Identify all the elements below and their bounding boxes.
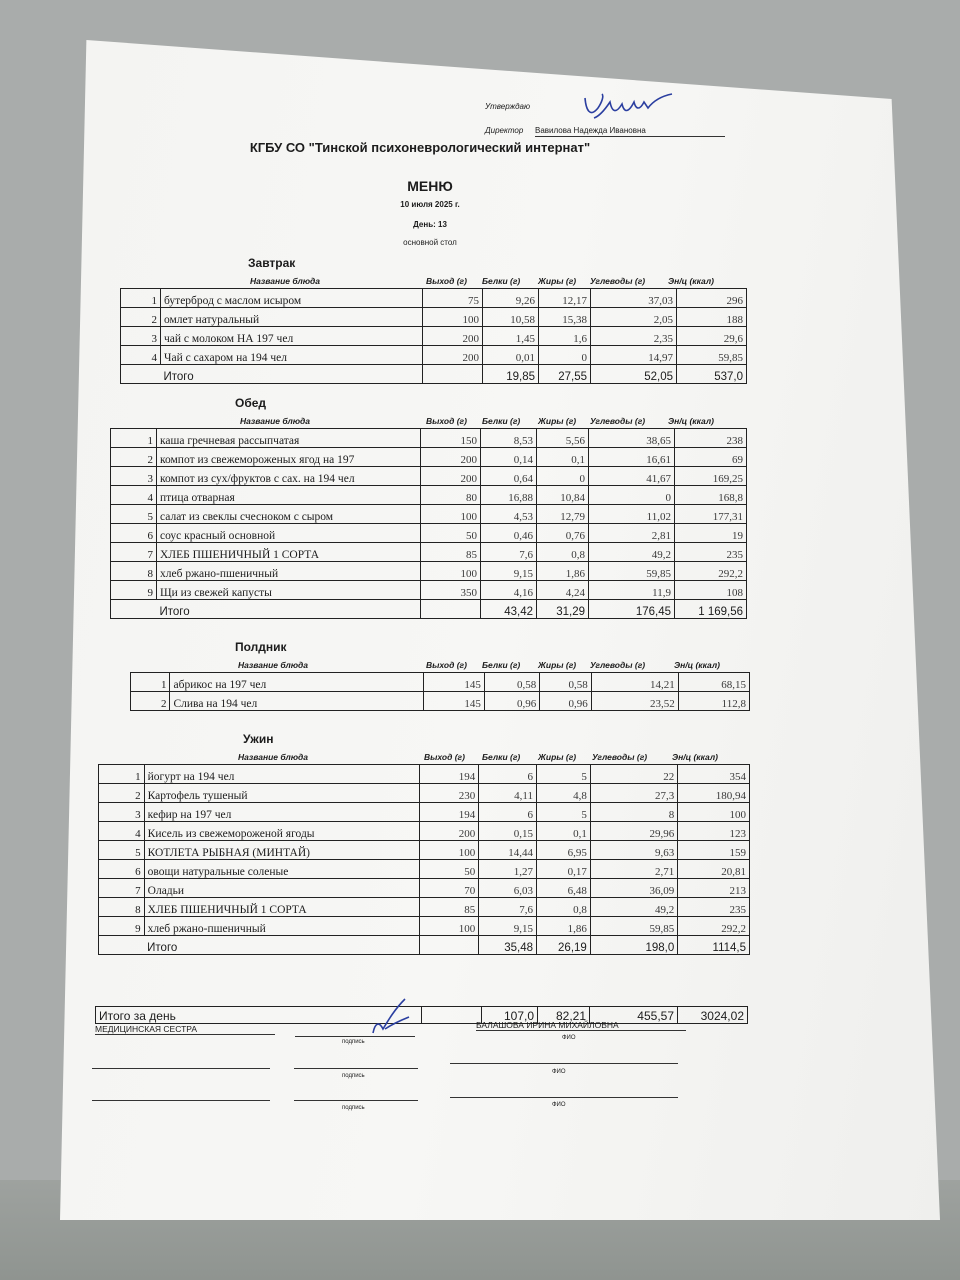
- dish-carbs: 11,9: [589, 581, 675, 600]
- snack-table: [130, 672, 750, 711]
- dish-carbs: 0: [589, 486, 675, 505]
- table-row: [121, 327, 747, 346]
- table-row: [131, 692, 750, 711]
- table-row: [131, 673, 750, 692]
- dish-protein: 0,64: [481, 467, 537, 486]
- dish-carbs: 36,09: [590, 879, 677, 898]
- table-row: [99, 765, 750, 784]
- col-fat: Жиры (г): [538, 276, 577, 286]
- col-fat: Жиры (г): [538, 416, 577, 426]
- dish-fat: 15,38: [539, 308, 591, 327]
- dish-name: хлеб ржано-пшеничный: [144, 917, 419, 936]
- empty-cell: [111, 600, 157, 619]
- total-carbs: 176,45: [589, 600, 675, 619]
- dish-yield: 100: [423, 308, 483, 327]
- dish-carbs: 23,52: [591, 692, 678, 711]
- dish-yield: 200: [423, 327, 483, 346]
- dish-fat: 1,6: [539, 327, 591, 346]
- dish-yield: 150: [421, 429, 481, 448]
- fio-label: ФИО: [552, 1102, 566, 1108]
- dish-name: абрикос на 197 чел: [170, 673, 423, 692]
- table-row: [99, 841, 750, 860]
- section-title: Ужин: [243, 732, 274, 746]
- day-total-label: Итого за день: [96, 1007, 422, 1024]
- table-row: [111, 429, 747, 448]
- dish-fat: 5: [537, 765, 591, 784]
- dish-energy: 19: [675, 524, 747, 543]
- dish-protein: 0,15: [479, 822, 537, 841]
- total-energy: 1 169,56: [675, 600, 747, 619]
- dish-energy: 235: [675, 543, 747, 562]
- dish-name: овощи натуральные соленые: [144, 860, 419, 879]
- col-yield: Выход (г): [426, 276, 467, 286]
- dish-name: хлеб ржано-пшеничный: [157, 562, 421, 581]
- column-headers: [98, 752, 750, 764]
- col-energy: Эн/ц (ккал): [668, 416, 714, 426]
- dish-energy: 238: [675, 429, 747, 448]
- day-total-fat: 82,21: [538, 1007, 590, 1024]
- dish-carbs: 9,63: [590, 841, 677, 860]
- dish-fat: 0,96: [540, 692, 592, 711]
- col-carbs: Углеводы (г): [590, 660, 646, 670]
- fio-label: ФИО: [552, 1069, 566, 1075]
- dish-protein: 10,58: [483, 308, 539, 327]
- row-number: 9: [111, 581, 157, 600]
- dish-carbs: 14,97: [591, 346, 677, 365]
- total-energy: 537,0: [677, 365, 747, 384]
- dish-yield: 194: [419, 765, 479, 784]
- menu-date: 10 июля 2025 г.: [400, 200, 460, 209]
- total-carbs: 52,05: [591, 365, 677, 384]
- dish-carbs: 49,2: [590, 898, 677, 917]
- dish-name: йогурт на 194 чел: [144, 765, 419, 784]
- row-number: 7: [111, 543, 157, 562]
- empty-cell: [421, 600, 481, 619]
- dish-yield: 100: [419, 917, 479, 936]
- dish-protein: 9,26: [483, 289, 539, 308]
- director-label: Директор: [485, 126, 524, 135]
- total-protein: 35,48: [479, 936, 537, 955]
- dish-carbs: 29,96: [590, 822, 677, 841]
- dish-protein: 9,15: [479, 917, 537, 936]
- breakfast-section: [120, 256, 747, 384]
- row-number: 2: [111, 448, 157, 467]
- section-title: Полдник: [235, 640, 287, 654]
- section-title: Обед: [235, 396, 267, 410]
- table-row: [99, 784, 750, 803]
- dish-carbs: 2,81: [589, 524, 675, 543]
- dish-name: компот из свежемороженых ягод на 197: [157, 448, 421, 467]
- dish-yield: 75: [423, 289, 483, 308]
- row-number: 4: [121, 346, 161, 365]
- sign-line: [294, 1100, 418, 1101]
- nurse-name: БАЛАШОВА ИРИНА МИХАЙЛОВНА: [476, 1020, 686, 1031]
- dish-carbs: 59,85: [589, 562, 675, 581]
- table-row: [121, 346, 747, 365]
- total-row: [111, 600, 747, 619]
- dish-protein: 4,16: [481, 581, 537, 600]
- menu-day: День: 13: [413, 220, 447, 229]
- row-number: 5: [111, 505, 157, 524]
- row-number: 9: [99, 917, 145, 936]
- col-yield: Выход (г): [424, 752, 465, 762]
- dish-carbs: 27,3: [590, 784, 677, 803]
- dish-energy: 292,2: [675, 562, 747, 581]
- row-number: 4: [99, 822, 145, 841]
- dish-yield: 85: [419, 898, 479, 917]
- breakfast-table: [120, 288, 747, 384]
- dish-energy: 292,2: [678, 917, 750, 936]
- row-number: 3: [121, 327, 161, 346]
- dish-name: Чай с сахаром на 194 чел: [161, 346, 423, 365]
- approve-label: Утверждаю: [485, 102, 530, 111]
- dish-carbs: 11,02: [589, 505, 675, 524]
- dish-fat: 6,95: [537, 841, 591, 860]
- dish-fat: 0: [539, 346, 591, 365]
- dish-yield: 100: [421, 505, 481, 524]
- dish-name: Картофель тушеный: [144, 784, 419, 803]
- row-number: 3: [111, 467, 157, 486]
- dish-name: соус красный основной: [157, 524, 421, 543]
- dish-protein: 0,14: [481, 448, 537, 467]
- dinner-section: [98, 732, 750, 955]
- page-title: МЕНЮ: [407, 178, 453, 194]
- dish-carbs: 41,67: [589, 467, 675, 486]
- empty-cell: [121, 365, 161, 384]
- dish-yield: 50: [419, 860, 479, 879]
- sign-label: подпись: [342, 1073, 365, 1079]
- col-energy: Эн/ц (ккал): [668, 276, 714, 286]
- dish-fat: 10,84: [537, 486, 589, 505]
- dish-protein: 4,53: [481, 505, 537, 524]
- table-row: [111, 467, 747, 486]
- dish-yield: 200: [421, 467, 481, 486]
- menu-document: [90, 90, 750, 1130]
- dish-protein: 0,46: [481, 524, 537, 543]
- col-protein: Белки (г): [482, 276, 521, 286]
- dish-fat: 1,86: [537, 917, 591, 936]
- dish-fat: 0,8: [537, 543, 589, 562]
- dish-protein: 8,53: [481, 429, 537, 448]
- dish-name: ХЛЕБ ПШЕНИЧНЫЙ 1 СОРТА: [157, 543, 421, 562]
- row-number: 8: [111, 562, 157, 581]
- row-number: 1: [121, 289, 161, 308]
- day-total-protein: 107,0: [482, 1007, 538, 1024]
- dish-protein: 7,6: [481, 543, 537, 562]
- table-row: [111, 505, 747, 524]
- dish-energy: 180,94: [678, 784, 750, 803]
- fio-label: ФИО: [562, 1035, 576, 1041]
- dish-energy: 296: [677, 289, 747, 308]
- row-number: 6: [99, 860, 145, 879]
- table-row: [99, 822, 750, 841]
- col-carbs: Углеводы (г): [590, 416, 646, 426]
- dish-energy: 169,25: [675, 467, 747, 486]
- row-number: 2: [121, 308, 161, 327]
- total-label: Итого: [161, 365, 423, 384]
- table-row: [99, 879, 750, 898]
- dish-yield: 194: [419, 803, 479, 822]
- dish-name: КОТЛЕТА РЫБНАЯ (МИНТАЙ): [144, 841, 419, 860]
- dish-energy: 123: [678, 822, 750, 841]
- dish-carbs: 14,21: [591, 673, 678, 692]
- dish-energy: 159: [678, 841, 750, 860]
- table-row: [99, 917, 750, 936]
- column-headers: [110, 416, 747, 428]
- row-number: 3: [99, 803, 145, 822]
- dish-fat: 12,79: [537, 505, 589, 524]
- dish-fat: 0,1: [537, 822, 591, 841]
- total-fat: 26,19: [537, 936, 591, 955]
- dish-yield: 50: [421, 524, 481, 543]
- row-number: 4: [111, 486, 157, 505]
- dish-protein: 14,44: [479, 841, 537, 860]
- dish-carbs: 16,61: [589, 448, 675, 467]
- dish-energy: 59,85: [677, 346, 747, 365]
- lunch-table: [110, 428, 747, 619]
- dish-yield: 85: [421, 543, 481, 562]
- table-row: [99, 898, 750, 917]
- table-row: [111, 581, 747, 600]
- day-total-carbs: 455,57: [590, 1007, 678, 1024]
- day-total-energy: 3024,02: [678, 1007, 748, 1024]
- dish-fat: 0,8: [537, 898, 591, 917]
- dish-name: омлет натуральный: [161, 308, 423, 327]
- table-row: [99, 803, 750, 822]
- section-title: Завтрак: [248, 256, 296, 270]
- sign-line: [92, 1068, 270, 1069]
- dish-yield: 145: [423, 673, 484, 692]
- dinner-table: [98, 764, 750, 955]
- dish-protein: 0,01: [483, 346, 539, 365]
- dish-name: салат из свеклы счесноком с сыром: [157, 505, 421, 524]
- dish-fat: 4,24: [537, 581, 589, 600]
- row-number: 6: [111, 524, 157, 543]
- row-number: 2: [99, 784, 145, 803]
- dish-protein: 0,96: [484, 692, 539, 711]
- row-number: 1: [131, 673, 170, 692]
- dish-protein: 4,11: [479, 784, 537, 803]
- row-number: 5: [99, 841, 145, 860]
- sign-label: подпись: [342, 1039, 365, 1045]
- nurse-label: МЕДИЦИНСКАЯ СЕСТРА: [95, 1024, 275, 1035]
- col-fat: Жиры (г): [538, 660, 577, 670]
- dish-carbs: 2,05: [591, 308, 677, 327]
- dish-carbs: 2,71: [590, 860, 677, 879]
- dish-energy: 68,15: [678, 673, 749, 692]
- dish-fat: 0: [537, 467, 589, 486]
- total-label: Итого: [144, 936, 419, 955]
- col-protein: Белки (г): [482, 416, 521, 426]
- dish-name: Оладьи: [144, 879, 419, 898]
- dish-fat: 0,58: [540, 673, 592, 692]
- col-name: Название блюда: [240, 416, 311, 426]
- dish-carbs: 49,2: [589, 543, 675, 562]
- dish-protein: 6: [479, 765, 537, 784]
- dish-carbs: 2,35: [591, 327, 677, 346]
- dish-yield: 200: [423, 346, 483, 365]
- col-protein: Белки (г): [482, 660, 521, 670]
- table-row: [121, 289, 747, 308]
- lunch-section: [110, 396, 747, 619]
- col-energy: Эн/ц (ккал): [674, 660, 720, 670]
- dish-protein: 1,45: [483, 327, 539, 346]
- col-fat: Жиры (г): [538, 752, 577, 762]
- dish-carbs: 59,85: [590, 917, 677, 936]
- dish-protein: 6: [479, 803, 537, 822]
- dish-name: компот из сух/фруктов с сах. на 194 чел: [157, 467, 421, 486]
- dish-energy: 188: [677, 308, 747, 327]
- total-row: [121, 365, 747, 384]
- col-protein: Белки (г): [482, 752, 521, 762]
- col-energy: Эн/ц (ккал): [672, 752, 718, 762]
- dish-fat: 1,86: [537, 562, 589, 581]
- dish-fat: 6,48: [537, 879, 591, 898]
- dish-carbs: 22: [590, 765, 677, 784]
- col-name: Название блюда: [250, 276, 321, 286]
- total-energy: 1114,5: [678, 936, 750, 955]
- table-row: [111, 448, 747, 467]
- dish-fat: 4,8: [537, 784, 591, 803]
- empty-cell: [422, 1007, 482, 1024]
- dish-protein: 0,58: [484, 673, 539, 692]
- dish-name: Щи из свежей капусты: [157, 581, 421, 600]
- dish-yield: 230: [419, 784, 479, 803]
- dish-protein: 6,03: [479, 879, 537, 898]
- sign-line: [294, 1068, 418, 1069]
- dish-fat: 0,1: [537, 448, 589, 467]
- fio-line: [450, 1063, 678, 1064]
- dish-fat: 0,17: [537, 860, 591, 879]
- col-carbs: Углеводы (г): [592, 752, 648, 762]
- dish-fat: 5,56: [537, 429, 589, 448]
- row-number: 1: [99, 765, 145, 784]
- dish-yield: 200: [419, 822, 479, 841]
- total-protein: 19,85: [483, 365, 539, 384]
- dish-energy: 100: [678, 803, 750, 822]
- dish-energy: 168,8: [675, 486, 747, 505]
- dish-yield: 100: [421, 562, 481, 581]
- organization-name: КГБУ СО "Тинской психоневрологический интернат": [249, 140, 591, 155]
- empty-cell: [99, 936, 145, 955]
- total-carbs: 198,0: [590, 936, 677, 955]
- sign-line: [92, 1100, 270, 1101]
- dish-name: бутерброд с маслом исыром: [161, 289, 423, 308]
- dish-yield: 350: [421, 581, 481, 600]
- table-row: [111, 543, 747, 562]
- dish-protein: 7,6: [479, 898, 537, 917]
- dish-fat: 5: [537, 803, 591, 822]
- director-name: Вавилова Надежда Ивановна: [535, 126, 725, 137]
- dish-yield: 145: [423, 692, 484, 711]
- dish-energy: 20,81: [678, 860, 750, 879]
- dish-energy: 69: [675, 448, 747, 467]
- dish-energy: 177,31: [675, 505, 747, 524]
- col-yield: Выход (г): [426, 416, 467, 426]
- dish-energy: 213: [678, 879, 750, 898]
- table-row: [111, 562, 747, 581]
- nurse-signature-icon: [365, 995, 415, 1040]
- empty-cell: [423, 365, 483, 384]
- dish-yield: 70: [419, 879, 479, 898]
- table-row: [111, 486, 747, 505]
- dish-name: Кисель из свежемороженой ягоды: [144, 822, 419, 841]
- dish-name: кефир на 197 чел: [144, 803, 419, 822]
- total-protein: 43,42: [481, 600, 537, 619]
- total-label: Итого: [157, 600, 421, 619]
- dish-name: каша гречневая рассыпчатая: [157, 429, 421, 448]
- col-name: Название блюда: [238, 752, 309, 762]
- table-row: [99, 860, 750, 879]
- total-fat: 27,55: [539, 365, 591, 384]
- row-number: 2: [131, 692, 170, 711]
- dish-fat: 12,17: [539, 289, 591, 308]
- dish-protein: 9,15: [481, 562, 537, 581]
- table-kind: основной стол: [403, 238, 457, 247]
- col-carbs: Углеводы (г): [590, 276, 646, 286]
- column-headers: [120, 276, 747, 288]
- dish-yield: 80: [421, 486, 481, 505]
- dish-energy: 108: [675, 581, 747, 600]
- dish-name: ХЛЕБ ПШЕНИЧНЫЙ 1 СОРТА: [144, 898, 419, 917]
- dish-energy: 354: [678, 765, 750, 784]
- dish-name: птица отварная: [157, 486, 421, 505]
- fio-line: [450, 1097, 678, 1098]
- dish-energy: 29,6: [677, 327, 747, 346]
- dish-energy: 112,8: [678, 692, 749, 711]
- table-row: [111, 524, 747, 543]
- column-headers: [130, 660, 750, 672]
- dish-protein: 16,88: [481, 486, 537, 505]
- row-number: 7: [99, 879, 145, 898]
- dish-name: Слива на 194 чел: [170, 692, 423, 711]
- row-number: 8: [99, 898, 145, 917]
- dish-carbs: 37,03: [591, 289, 677, 308]
- dish-yield: 200: [421, 448, 481, 467]
- dish-fat: 0,76: [537, 524, 589, 543]
- empty-cell: [419, 936, 479, 955]
- dish-protein: 1,27: [479, 860, 537, 879]
- table-row: [121, 308, 747, 327]
- row-number: 1: [111, 429, 157, 448]
- col-yield: Выход (г): [426, 660, 467, 670]
- col-name: Название блюда: [238, 660, 309, 670]
- director-signature-icon: [580, 90, 680, 125]
- total-fat: 31,29: [537, 600, 589, 619]
- dish-energy: 235: [678, 898, 750, 917]
- dish-carbs: 38,65: [589, 429, 675, 448]
- dish-name: чай с молоком НА 197 чел: [161, 327, 423, 346]
- sign-label: подпись: [342, 1105, 365, 1111]
- dish-carbs: 8: [590, 803, 677, 822]
- snack-section: [130, 640, 750, 711]
- dish-yield: 100: [419, 841, 479, 860]
- total-row: [99, 936, 750, 955]
